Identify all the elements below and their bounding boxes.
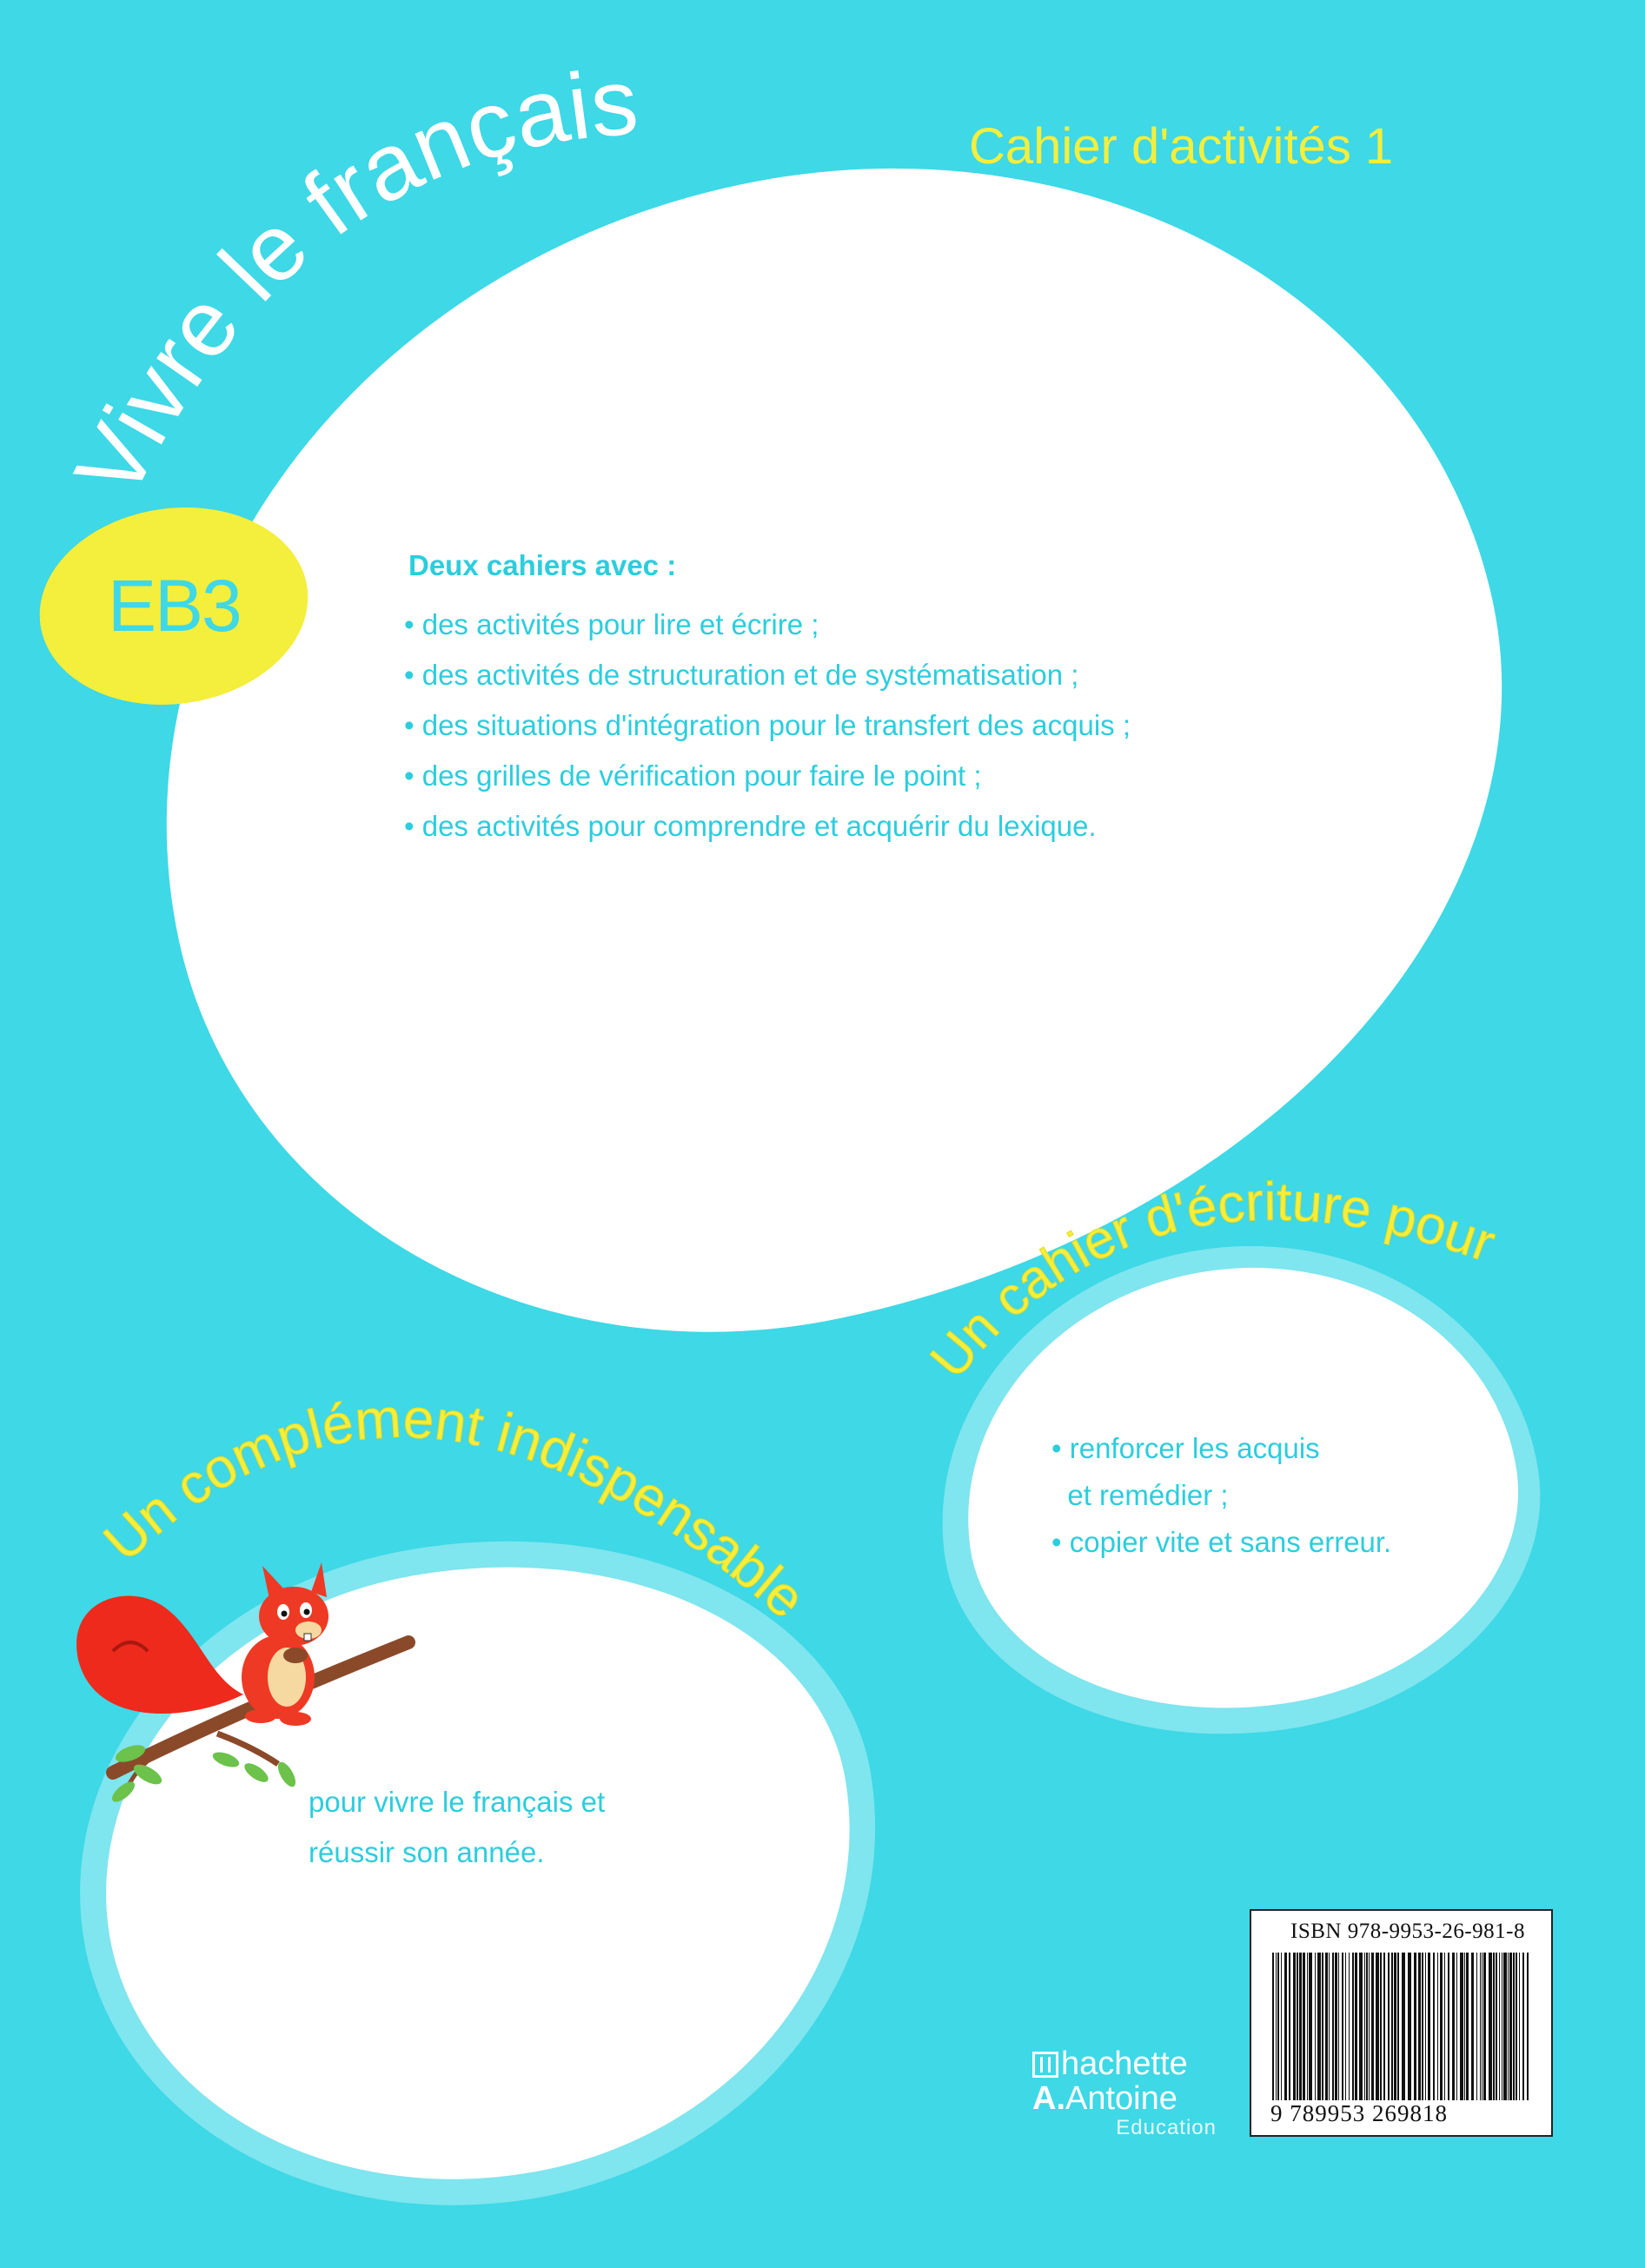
barcode-number: 9 789953 269818 — [1270, 2100, 1448, 2126]
publisher-logo — [1032, 2046, 1224, 2140]
book-title: Cahier d'activités 1 — [969, 118, 1394, 175]
main-blurb-heading: Deux cahiers avec : — [408, 549, 677, 581]
hachette-logo-icon — [1032, 2052, 1058, 2078]
isbn-label: ISBN 978-9953-26-981-8 — [1290, 1920, 1526, 1943]
list-item: • des activités pour lire et écrire ; — [404, 608, 819, 640]
writing-book-heading: Un cahier d'écriture pour — [919, 1171, 1503, 1389]
list-item: • des grilles de vérification pour faire le point ; — [404, 759, 982, 792]
level-badge-text: EB3 — [107, 565, 241, 647]
publisher-line2b: Antoine — [1065, 2080, 1177, 2117]
list-item: • des situations d'intégration pour le transfert des acquis ; — [404, 709, 1131, 741]
writing-book-list — [1051, 1425, 1391, 1566]
barcode-icon — [1269, 1953, 1534, 2100]
list-item: • des activités pour comprendre et acquérir du lexique. — [404, 810, 1097, 842]
main-blurb-list — [404, 600, 1131, 852]
complement-heading: Un complément indispensable — [91, 1386, 818, 1630]
list-item: et remédier ; — [1051, 1479, 1229, 1511]
list-item: • renforcer les acquis — [1051, 1432, 1320, 1464]
isbn-barcode-box — [1250, 1909, 1553, 2137]
squirrel-illustration — [61, 1547, 426, 1807]
list-item: • copier vite et sans erreur. — [1051, 1526, 1392, 1558]
publisher-line3: Education — [1116, 2116, 1217, 2139]
publisher-line1: hachette — [1061, 2046, 1188, 2082]
list-item: • des activités de structuration et de systématisation ; — [404, 659, 1079, 691]
series-title: Vivre le français — [54, 48, 642, 514]
publisher-line2a: A. — [1032, 2080, 1065, 2117]
complement-line: pour vivre le français et — [308, 1786, 606, 1818]
complement-line: réussir son année. — [308, 1836, 545, 1868]
